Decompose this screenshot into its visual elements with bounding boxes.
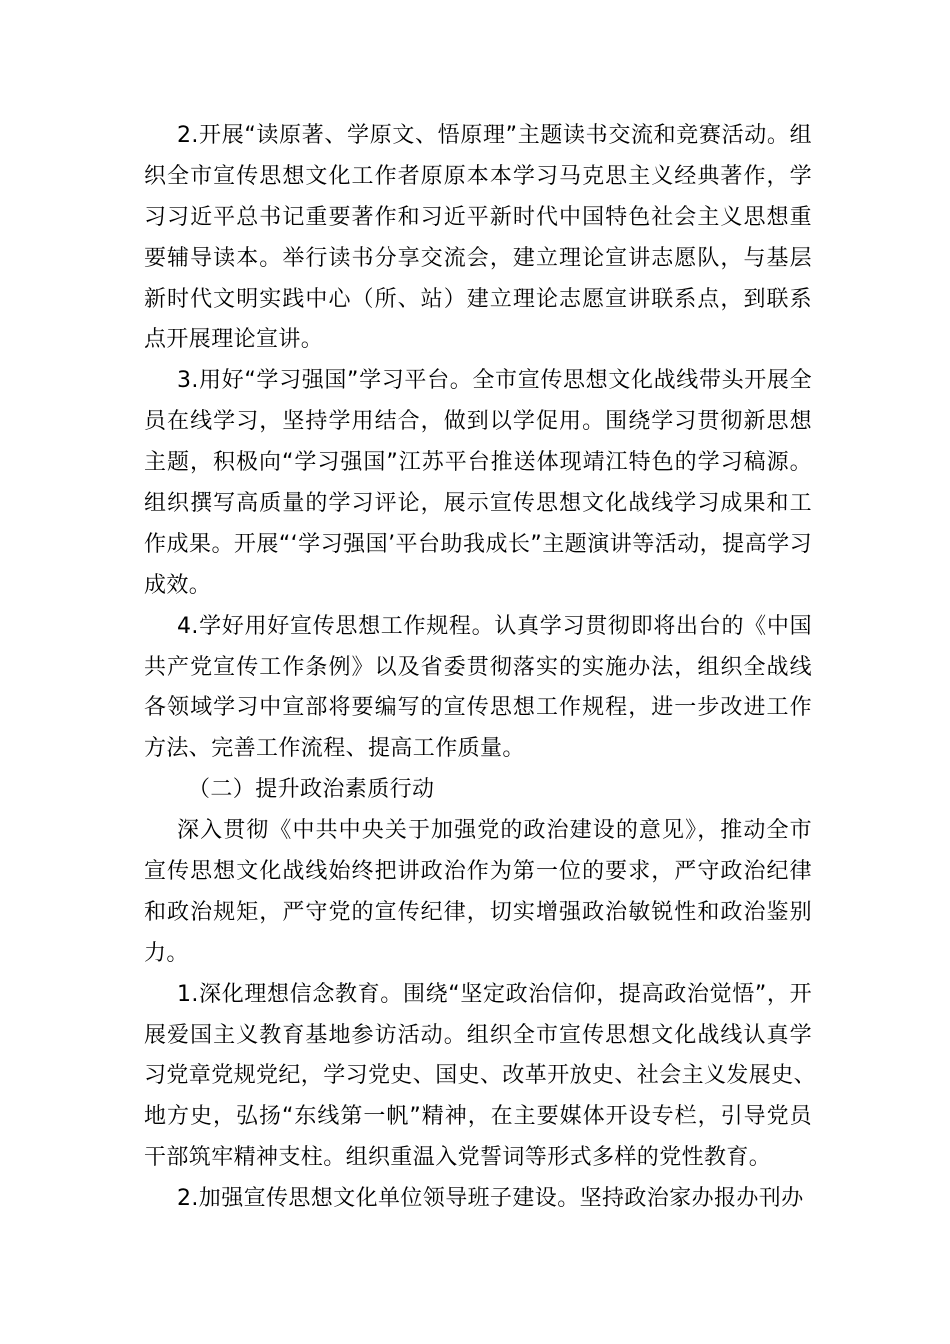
text-line: 1.深化理想信念教育。围绕“坚定政治信仰，提高政治觉悟”，开 [177,981,812,1007]
paragraph-study-platform [144,361,812,606]
text-line: 方法、完善工作流程、提高工作质量。 [144,736,525,762]
text-line: 4.学好用好宣传思想工作规程。认真学习贯彻即将出台的《中国 [177,613,812,639]
text-line: 2.加强宣传思想文化单位领导班子建设。坚持政治家办报办刊办 [177,1186,804,1212]
paragraph-reading-activity [144,116,812,361]
text-line: 各领域学习中宣部将要编写的宣传思想工作规程，进一步改进工作 [144,695,812,721]
text-line: 要辅导读本。举行读书分享交流会，建立理论宣讲志愿队，与基层 [144,245,812,271]
section-heading: （二）提升政治素质行动 [188,777,435,803]
text-line: 干部筑牢精神支柱。组织重温入党誓词等形式多样的党性教育。 [144,1145,772,1171]
paragraph-ideals-education [144,975,817,1179]
text-line: 织全市宣传思想文化工作者原原本本学习马克思主义经典著作，学 [144,163,812,189]
paragraph-section-intro [144,811,812,975]
text-line: 和政治规矩，严守党的宣传纪律，切实增强政治敏锐性和政治鉴别 [144,899,812,925]
text-line: 习党章党规党纪，学习党史、国史、改革开放史、社会主义发展史、 [144,1063,817,1089]
text-line: 点开展理论宣讲。 [144,327,324,353]
text-line: 共产党宣传工作条例》以及省委贯彻落实的实施办法，组织全战线 [144,654,812,680]
text-line: 新时代文明实践中心（所、站）建立理论志愿宣讲联系点，到联系 [144,286,812,312]
text-line: 3.用好“学习强国”学习平台。全市宣传思想文化战线带头开展全 [177,368,812,394]
paragraph-work-regulations [144,607,812,771]
text-line: 2.开展“读原著、学原文、悟原理”主题读书交流和竞赛活动。组 [177,123,812,148]
text-line: 主题，积极向“学习强国”江苏平台推送体现靖江特色的学习稿源。 [144,450,812,476]
text-line: 宣传思想文化战线始终把讲政治作为第一位的要求，严守政治纪律 [144,859,812,885]
text-line: 成效。 [144,572,212,598]
paragraph-leadership-building [144,1179,812,1220]
text-line: 习习近平总书记重要著作和习近平新时代中国特色社会主义思想重 [144,204,812,230]
document-page [144,116,817,1220]
text-line: 力。 [144,940,189,966]
text-line: 作成果。开展“‘学习强国’平台助我成长”主题演讲等活动，提高学习 [144,531,812,557]
text-line: 组织撰写高质量的学习评论，展示宣传思想文化战线学习成果和工 [144,491,812,517]
text-line: 展爱国主义教育基地参访活动。组织全市宣传思想文化战线认真学 [144,1022,812,1048]
text-line: 地方史，弘扬“东线第一帆”精神，在主要媒体开设专栏，引导党员 [144,1104,812,1130]
text-line: 员在线学习，坚持学用结合，做到以学促用。围绕学习贯彻新思想 [144,409,812,435]
text-line: 深入贯彻《中共中央关于加强党的政治建设的意见》，推动全市 [177,818,812,844]
